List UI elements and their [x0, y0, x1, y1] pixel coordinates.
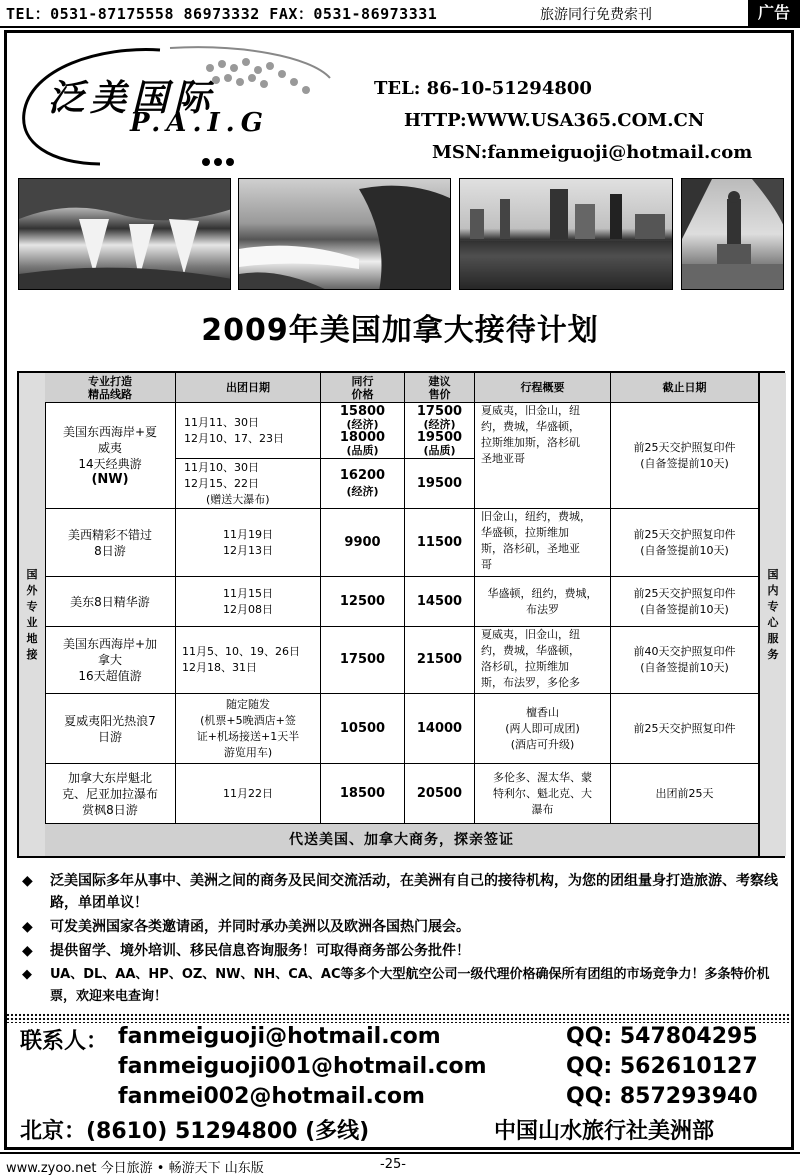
- row-retail-price: 19500: [405, 459, 475, 509]
- row-itinerary: 华盛顿，纽约，费城， 布法罗: [475, 577, 611, 627]
- row-retail-price: 17500 (经济) 19500 (品质): [405, 403, 475, 459]
- row-trade-price: 10500: [321, 694, 405, 764]
- row-route: 美东8日精华游: [45, 577, 176, 627]
- row-deadline: 前25天交护照复印件 (自备签提前10天): [611, 577, 759, 627]
- row-route: 美国东西海岸+夏 威夷 14天经典游 (NW): [45, 403, 176, 509]
- row-retail-price: 14500: [405, 577, 475, 627]
- top-banner: [0, 0, 800, 28]
- row-trade-price: 15800 (经济) 18000 (品质): [321, 403, 405, 459]
- row-dates: 11月10、30日 12月15、22日 (赠送大瀑布): [176, 459, 321, 509]
- diamond-icon: ◆: [22, 967, 32, 982]
- row-deadline: 前40天交护照复印件 (自备签提前10天): [611, 627, 759, 694]
- header-route: 专业打造 精品线路: [45, 373, 176, 403]
- row-retail-price: 20500: [405, 764, 475, 824]
- contact-email[interactable]: fanmei002@hotmail.com: [118, 1084, 425, 1109]
- page-title: 2009年美国加拿大接待计划: [201, 313, 599, 348]
- logo-name-cn: 泛美国际: [48, 77, 217, 119]
- row-trade-price: 9900: [321, 509, 405, 577]
- city-skyline-photo: [459, 178, 673, 290]
- row-dates: 11月5、10、19、26日 12月18、31日: [176, 627, 321, 694]
- contact-label: 联系人：: [20, 1029, 109, 1054]
- row-itinerary: 檀香山 (两人即可成团) (酒店可升级): [475, 694, 611, 764]
- index-label: 旅游同行免费索刊: [540, 7, 652, 23]
- tour-table: [17, 371, 785, 858]
- row-route: 美国东西海岸+加 拿大 16天超值游: [45, 627, 176, 694]
- contact-tel: TEL: 86-10-51294800: [374, 78, 592, 99]
- row-route: 加拿大东岸魁北 克、尼亚加拉瀑布 赏枫8日游: [45, 764, 176, 824]
- row-deadline: 前25天交护照复印件 (自备签提前10天): [611, 403, 759, 509]
- row-itinerary: 夏威夷，旧金山，纽 约，费城，华盛顿， 拉斯维加斯，洛杉矶 圣地亚哥: [475, 403, 611, 509]
- contact-msn: MSN:fanmeiguoji@hotmail.com: [432, 142, 753, 163]
- row-itinerary: 多伦多、渥太华、蒙 特利尔、魁北克、大 瀑布: [475, 764, 611, 824]
- row-route: 美西精彩不错过 8日游: [45, 509, 176, 577]
- row-deadline: 前25天交护照复印件 (自备签提前10天): [611, 509, 759, 577]
- row-trade-price: 12500: [321, 577, 405, 627]
- row-trade-price: 18500: [321, 764, 405, 824]
- row-trade-price: 17500: [321, 627, 405, 694]
- row-itinerary: 旧金山，纽约，费城， 华盛顿，拉斯维加 斯，洛杉矶，圣地亚 哥: [475, 509, 611, 577]
- site-footer: www.zyoo.net 今日旅游 • 畅游天下 山东版: [6, 1161, 264, 1176]
- row-retail-price: 11500: [405, 509, 475, 577]
- statue-photo: [681, 178, 784, 290]
- row-retail-price: 14000: [405, 694, 475, 764]
- row-itinerary: 夏威夷，旧金山，纽 约，费城，华盛顿， 洛杉矶，拉斯维加 斯，布法罗，多伦多: [475, 627, 611, 694]
- coast-photo: [238, 178, 451, 290]
- waterfall-photo: [18, 178, 231, 290]
- row-deadline: 前25天交护照复印件: [611, 694, 759, 764]
- publisher-contact: TEL：0531-87175558 86973332 FAX：0531-86973331: [6, 5, 438, 23]
- company-name: 中国山水旅行社美洲部: [494, 1119, 715, 1144]
- row-dates: 11月11、30日 12月10、17、23日: [176, 403, 321, 459]
- contact-qq: QQ: 857293940: [566, 1084, 758, 1109]
- bullet-item: ◆ 可发美洲国家各类邀请函，并同时承办美洲以及欧洲各国热门展会。: [22, 916, 782, 938]
- contact-http: HTTP:WWW.USA365.COM.CN: [404, 110, 705, 131]
- header-trade-price: 同行 价格: [321, 373, 405, 403]
- ad-label: 广告: [748, 0, 800, 26]
- bullet-item: ◆ UA、DL、AA、HP、OZ、NW、NH、CA、AC等多个大型航空公司一级代理价格确保所有团组的市场竞争力！多条特价机票，欢迎来电查询！: [22, 964, 782, 1008]
- row-trade-price: 16200 (经济): [321, 459, 405, 509]
- row-route: 夏威夷阳光热浪7 日游: [45, 694, 176, 764]
- row-dates: 11月22日: [176, 764, 321, 824]
- diamond-icon: ◆: [22, 919, 33, 935]
- page-number: -25-: [380, 1157, 406, 1172]
- bottom-bar: [0, 1152, 800, 1174]
- beijing-phone: 北京：(8610) 51294800 (多线): [20, 1119, 370, 1144]
- bullet-item: ◆ 泛美国际多年从事中、美洲之间的商务及民间交流活动，在美洲有自己的接待机构，为您的团组量身打造旅游、考察线路，单团单议！: [22, 870, 782, 914]
- header-retail-price: 建议 售价: [405, 373, 475, 403]
- logo-name-en: P.A.I.G: [130, 108, 269, 138]
- dotted-divider: [6, 1013, 794, 1023]
- bullet-item: ◆ 提供留学、境外培训、移民信息咨询服务！可取得商务部公务批件！: [22, 940, 782, 962]
- row-dates: 11月15日 12月08日: [176, 577, 321, 627]
- row-dates: 随定随发 (机票+5晚酒店+签 证+机场接送+1天半 游览用车): [176, 694, 321, 764]
- contact-email[interactable]: fanmeiguoji001@hotmail.com: [118, 1054, 487, 1079]
- contact-email[interactable]: fanmeiguoji@hotmail.com: [118, 1024, 441, 1049]
- side-label-right: 国 内 专 心 服 务: [759, 373, 786, 856]
- row-retail-price: 21500: [405, 627, 475, 694]
- header-deadline: 截止日期: [611, 373, 759, 403]
- table-footer: 代送美国、加拿大商务，探亲签证: [45, 824, 759, 856]
- contact-qq: QQ: 562610127: [566, 1054, 758, 1079]
- diamond-icon: ◆: [22, 943, 33, 959]
- header-itinerary: 行程概要: [475, 373, 611, 403]
- row-deadline: 出团前25天: [611, 764, 759, 824]
- side-label-left: 国 外 专 业 地 接: [19, 373, 46, 856]
- contact-qq: QQ: 547804295: [566, 1024, 758, 1049]
- header-dates: 出团日期: [176, 373, 321, 403]
- row-dates: 11月19日 12月13日: [176, 509, 321, 577]
- diamond-icon: ◆: [22, 873, 33, 889]
